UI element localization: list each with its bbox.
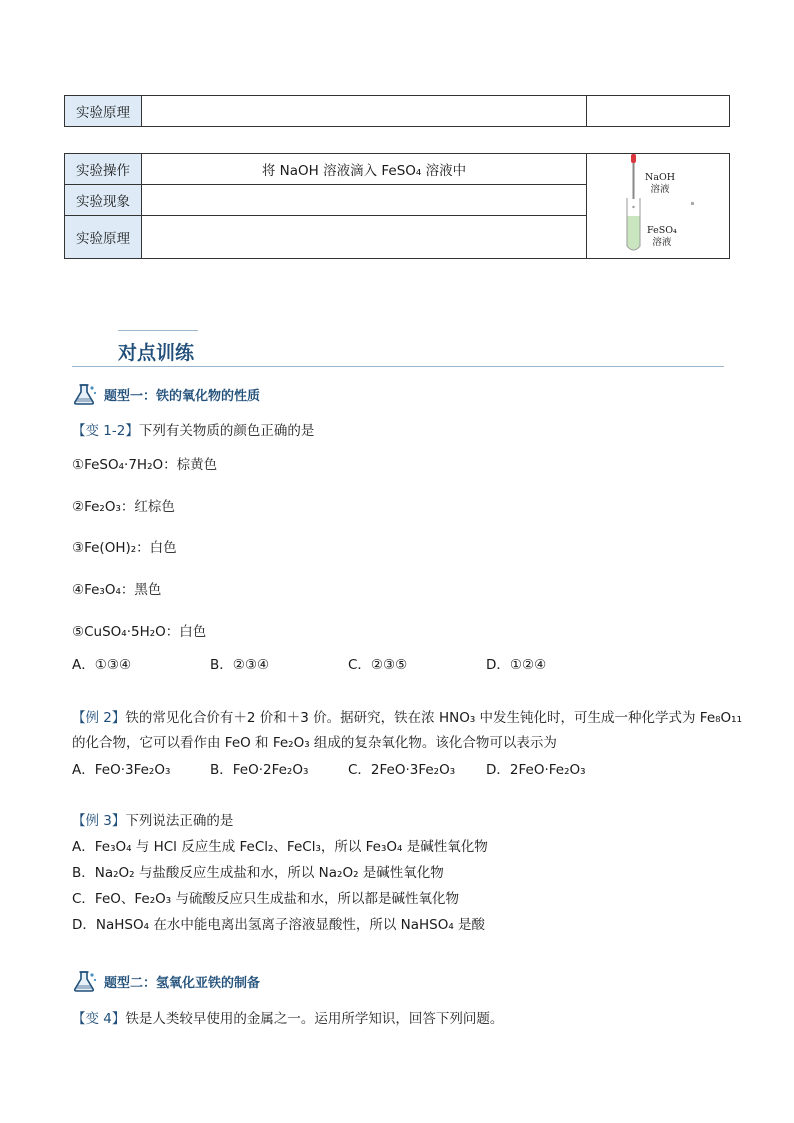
q3-tag: 【例 3】 [72,813,126,829]
q1-option-a[interactable]: A．①③④ [72,657,132,673]
q1-item-3: ③Fe(OH)₂：白色 [72,540,177,556]
type2-heading [72,969,260,993]
row-label-principle: 实验原理 [65,216,142,259]
table1-label: 实验原理 [65,96,142,127]
q2-tag: 【例 2】 [72,710,126,726]
flask-icon [72,382,98,406]
q1-option-d[interactable]: D．①②④ [486,657,547,673]
q2-option-b[interactable]: B．FeO·2Fe₂O₃ [210,762,309,778]
q2-option-a[interactable]: A．FeO·3Fe₂O₃ [72,762,171,778]
q2-option-d[interactable]: D．2FeO·Fe₂O₃ [486,762,586,778]
flask-icon [72,969,98,993]
row-value-phenomenon [142,185,587,216]
small-mark [691,202,694,205]
q1-item-1: ①FeSO₄·7H₂O：棕黄色 [72,457,218,473]
table1-image-cell [587,96,730,127]
feso4-label: FeSO₄ [647,225,677,236]
q2-line2: 的化合物，它可以看作由 FeO 和 Fe₂O₃ 组成的复杂氧化物。该化合物可以表示为 [72,735,557,751]
q1-option-b[interactable]: B．②③④ [210,657,270,673]
q1-options [72,653,546,673]
q2-text-1: 铁的常见化合价有＋2 价和＋3 价。据研究，铁在浓 HNO₃ 中发生钝化时，可生成一种化学式为 Fe₈O₁₁ [125,710,743,726]
q1-option-c[interactable]: C．②③⑤ [348,657,408,673]
q2-line1 [72,706,742,726]
q4-tag: 【变 4】 [72,1011,126,1027]
type1-title: 题型一：铁的氧化物的性质 [104,388,261,404]
q3-option-a[interactable]: A．Fe₃O₄ 与 HCl 反应生成 FeCl₂、FeCl₃，所以 Fe₃O₄ 是碱性氧化物 [72,839,488,855]
apparatus-cell [587,154,730,259]
q4-stem-line [72,1007,503,1027]
dropper-tube [633,163,635,199]
q1-tag: 【变 1-2】 [72,423,139,439]
q3-option-b[interactable]: B．Na₂O₂ 与盐酸反应生成盐和水，所以 Na₂O₂ 是碱性氧化物 [72,865,444,881]
q3-option-c[interactable]: C．FeO、Fe₂O₃ 与硫酸反应只生成盐和水，所以都是碱性氧化物 [72,891,459,907]
q2-options [72,758,586,778]
q2-option-c[interactable]: C．2FeO·3Fe₂O₃ [348,762,456,778]
q1-stem: 下列有关物质的颜色正确的是 [138,423,315,439]
q1-item-4: ④Fe₃O₄：黑色 [72,582,162,598]
naoh-solution-label: 溶液 [650,184,670,195]
type2-title: 题型二：氢氧化亚铁的制备 [104,975,261,991]
q4-stem: 铁是人类较早使用的金属之一。运用所学知识，回答下列问题。 [125,1011,504,1027]
drop [632,206,634,208]
q3-option-d[interactable]: D．NaHSO₄ 在水中能电离出氢离子溶液显酸性，所以 NaHSO₄ 是酸 [72,917,486,933]
solution-liquid [628,216,640,250]
row-value-principle [142,216,587,259]
section-title: 对点训练 [118,342,195,364]
row-value-operation: 将 NaOH 溶液滴入 FeSO₄ 溶液中 [142,154,587,185]
q3-stem-line [72,809,233,829]
q3-stem: 下列说法正确的是 [125,813,234,829]
q1-stem-line [72,419,314,439]
table1-value-cell [142,96,587,127]
principle-table [64,95,730,127]
experiment-table [64,153,730,259]
heading-rule [72,366,724,367]
row-label-phenomenon: 实验现象 [65,185,142,216]
dropper-bulb [631,154,636,163]
heading-accent-line [118,330,198,331]
type1-heading [72,382,260,406]
row-label-operation: 实验操作 [65,154,142,185]
q1-item-2: ②Fe₂O₃：红棕色 [72,499,175,515]
feso4-solution-label: 溶液 [652,237,672,248]
q1-item-5: ⑤CuSO₄·5H₂O：白色 [72,624,207,640]
naoh-label: NaOH [645,172,676,183]
